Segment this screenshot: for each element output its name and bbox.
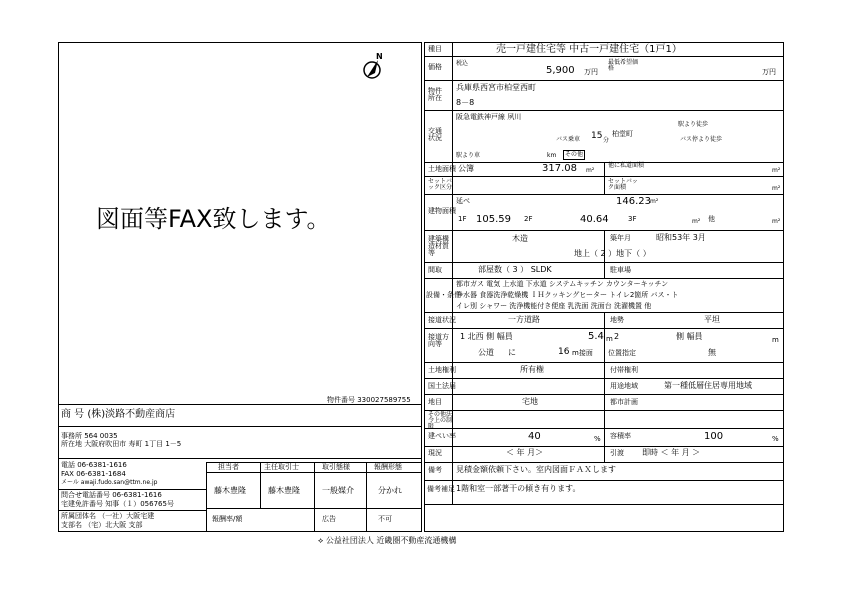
position-designation-value: 無 bbox=[708, 348, 716, 357]
parking-label: 駐車場 bbox=[610, 266, 631, 274]
floor1-value: 105.59 bbox=[476, 214, 511, 225]
staff-value-0: 藤木豊隆 bbox=[214, 486, 246, 495]
company-fax: FAX 06-6381-1684 bbox=[61, 470, 126, 478]
land-category-label: 地目 bbox=[428, 398, 442, 406]
land-rights-label: 土地権利 bbox=[428, 366, 456, 374]
built-label: 築年月 bbox=[610, 234, 631, 242]
frontage-unit: m接面 bbox=[572, 349, 593, 357]
other-label: その他 bbox=[565, 151, 584, 158]
car-label: 駅より車 bbox=[456, 152, 481, 159]
road1-unit: m bbox=[606, 335, 613, 343]
coverage-ratio-unit: % bbox=[594, 435, 601, 443]
staff-value-1: 藤木豊隆 bbox=[268, 486, 300, 495]
coverage-ratio-value: 40 bbox=[528, 431, 541, 442]
staff-header-1: 主任取引士 bbox=[264, 463, 299, 471]
building-area-label: 建物面積 bbox=[428, 207, 456, 215]
handover-label: 引渡 bbox=[610, 449, 624, 457]
traffic-label: 交通状況 bbox=[428, 127, 442, 142]
bus-minutes: 15 bbox=[591, 131, 603, 141]
national-land-label: 国土法届 bbox=[428, 382, 456, 390]
floors-value: 地上（ 2 ）地下（ ） bbox=[574, 249, 651, 258]
road-value: 一方道路 bbox=[508, 315, 540, 324]
ad-value: 不可 bbox=[378, 515, 392, 523]
equipment-label: 設備・条件 bbox=[426, 291, 461, 299]
bus-walk-label: バス停より徒歩 bbox=[680, 136, 723, 143]
land-type: 公簿 bbox=[458, 164, 474, 173]
setback-area-unit: m² bbox=[772, 185, 781, 192]
staff-header-0: 担当者 bbox=[218, 463, 239, 471]
building-total-value: 146.23 bbox=[616, 196, 651, 207]
floor-area-ratio-value: 100 bbox=[704, 431, 724, 442]
company-address: 所在地 大阪府吹田市 寿町 1丁目 1－5 bbox=[61, 440, 182, 448]
road2-direction: 側 幅員 bbox=[676, 332, 703, 341]
remarks-value: 見積金額依頼下さい。室内図面ＦＡＸします bbox=[456, 465, 616, 474]
location-label: 物件所在 bbox=[428, 87, 442, 102]
private-road-unit: m² bbox=[772, 167, 781, 174]
equipment-line-0: 都市ガス 電気 上水道 下水道 システムキッチン カウンターキッチン bbox=[456, 280, 669, 288]
branch: 支部名 （宅）北大阪 支部 bbox=[61, 521, 143, 529]
north-compass-icon bbox=[360, 50, 386, 82]
road1-direction: 1 北西 側 幅員 bbox=[460, 332, 513, 341]
price-value: 5,900 bbox=[546, 65, 575, 76]
km-unit: km bbox=[547, 152, 557, 159]
road-direction-label: 接道方向等 bbox=[428, 333, 449, 348]
walk-label: 駅より徒歩 bbox=[678, 121, 709, 128]
land-area-label: 土地面積 bbox=[428, 165, 456, 173]
bus-min-unit: 分 bbox=[603, 137, 610, 144]
price-unit: 万円 bbox=[584, 68, 598, 76]
address-line2: 8－8 bbox=[456, 98, 475, 107]
layout-label: 間取 bbox=[428, 266, 442, 274]
company-email: メール awaji.fudo.san@ttm.ne.jp bbox=[61, 479, 158, 486]
frontage-length: 16 bbox=[558, 347, 570, 357]
building-other-unit: m² bbox=[772, 218, 781, 225]
position-designation-label: 位置指定 bbox=[608, 349, 636, 357]
association: 所属団体名 （一社）大阪宅建 bbox=[61, 512, 155, 520]
public-road-label: 公道 bbox=[478, 348, 494, 357]
note-label: 備考補足 bbox=[427, 485, 455, 493]
land-category-value: 宅地 bbox=[522, 397, 538, 406]
building-total-label: 延べ bbox=[456, 197, 470, 205]
type-value: 売一戸建住宅等 中古一戸建住宅（1戸1） bbox=[496, 44, 682, 55]
building-total-unit: m² bbox=[650, 198, 659, 205]
floor-area-ratio-label: 容積率 bbox=[610, 432, 631, 440]
svg-text:N: N bbox=[376, 52, 383, 61]
organization-logo-icon: ⟡ bbox=[318, 536, 324, 545]
road2-unit: m bbox=[772, 336, 779, 344]
contact-tel: 問合せ電話番号 06-6381-1616 bbox=[61, 491, 162, 499]
terrain-value: 平坦 bbox=[704, 315, 720, 324]
reward-label: 報酬率/額 bbox=[212, 515, 243, 523]
setback-label: セットバック区分 bbox=[428, 178, 453, 191]
zoning-label: 用途地域 bbox=[610, 382, 638, 390]
other-law-label: その他法令上の制限 bbox=[428, 411, 453, 430]
company-tel: 電話 06-6381-1616 bbox=[61, 461, 127, 469]
floor2-label: 2F bbox=[524, 215, 533, 223]
staff-header-3: 報酬形態 bbox=[374, 463, 402, 471]
registration-number: 物件番号 330027589755 bbox=[327, 396, 411, 404]
road1-width: 5.4 bbox=[588, 331, 604, 342]
company-name: 商 号 (株)淡路不動産商店 bbox=[61, 409, 176, 420]
floor-area-ratio-unit: % bbox=[772, 435, 779, 443]
postal-code: 事務所 564 0035 bbox=[61, 432, 118, 440]
floor1-label: 1F bbox=[458, 215, 467, 223]
bus-stop: 柏堂町 bbox=[612, 130, 633, 138]
built-value: 昭和53年 3月 bbox=[656, 233, 706, 242]
remarks-label: 備考 bbox=[428, 466, 442, 474]
license-number: 宅建免許番号 知事（１）056765号 bbox=[61, 500, 174, 508]
staff-value-2: 一般媒介 bbox=[322, 486, 354, 495]
structure-label: 建築構造材質等 bbox=[428, 235, 449, 257]
land-area-unit: m² bbox=[586, 167, 595, 174]
road2-number: 2 bbox=[614, 332, 620, 341]
price-label: 価格 bbox=[428, 63, 442, 71]
city-planning-label: 都市計画 bbox=[610, 398, 638, 406]
coverage-ratio-label: 建ぺい率 bbox=[428, 432, 456, 440]
floor2-value: 40.64 bbox=[580, 214, 609, 225]
train-line: 阪急電鉄神戸線 夙川 bbox=[456, 113, 522, 121]
floor3-unit: m² bbox=[692, 218, 701, 225]
type-label: 種目 bbox=[428, 45, 442, 53]
footer-text: 公益社団法人 近畿圏不動産流通機構 bbox=[325, 536, 457, 545]
footer-organization bbox=[318, 537, 456, 545]
bus-label: バス乗車 bbox=[556, 136, 581, 143]
staff-header-2: 取引態様 bbox=[322, 463, 350, 471]
note-value: 1階和室一部著干の傾き有ります。 bbox=[456, 484, 581, 493]
public-road-ni: に bbox=[508, 348, 516, 357]
status-label: 現況 bbox=[428, 449, 442, 457]
building-other-label: 他 bbox=[708, 215, 715, 223]
lease-label: 付帯権利 bbox=[610, 366, 638, 374]
private-road-label: 他に私道面積 bbox=[608, 162, 645, 169]
terrain-label: 地勢 bbox=[610, 316, 624, 324]
road-label: 接道状況 bbox=[428, 316, 456, 324]
min-price-label: 最低希望価格 bbox=[608, 59, 639, 72]
handover-value: 即時 ＜ 年 月 ＞ bbox=[642, 448, 701, 457]
ad-label: 広告 bbox=[322, 515, 336, 523]
min-price-unit: 万円 bbox=[762, 68, 776, 76]
equipment-line-1: 浄水器 食器洗浄乾燥機 ＩＨクッキングヒーター トイレ2箇所 バス・ト bbox=[456, 291, 679, 299]
fax-message: 図面等FAX致します。 bbox=[96, 205, 331, 233]
structure-value: 木造 bbox=[512, 234, 528, 243]
land-rights-value: 所有権 bbox=[520, 365, 544, 374]
address-line1: 兵庫県西宮市柏堂西町 bbox=[456, 83, 536, 92]
status-value: ＜ 年 月＞ bbox=[506, 448, 544, 457]
setback-area-label: セットバック面積 bbox=[608, 178, 638, 191]
zoning-value: 第一種低層住居専用地域 bbox=[664, 381, 752, 390]
layout-value: 部屋数（ 3 ） SLDK bbox=[478, 265, 552, 274]
price-sub: 税込 bbox=[456, 60, 469, 67]
land-area-value: 317.08 bbox=[542, 163, 577, 174]
staff-value-3: 分かれ bbox=[378, 486, 402, 495]
equipment-line-2: イレ別 シャワー 洗浄機能付き便座 乳洗面 洗面台 洗濯機置 他 bbox=[456, 302, 652, 310]
floor3-label: 3F bbox=[628, 215, 637, 223]
